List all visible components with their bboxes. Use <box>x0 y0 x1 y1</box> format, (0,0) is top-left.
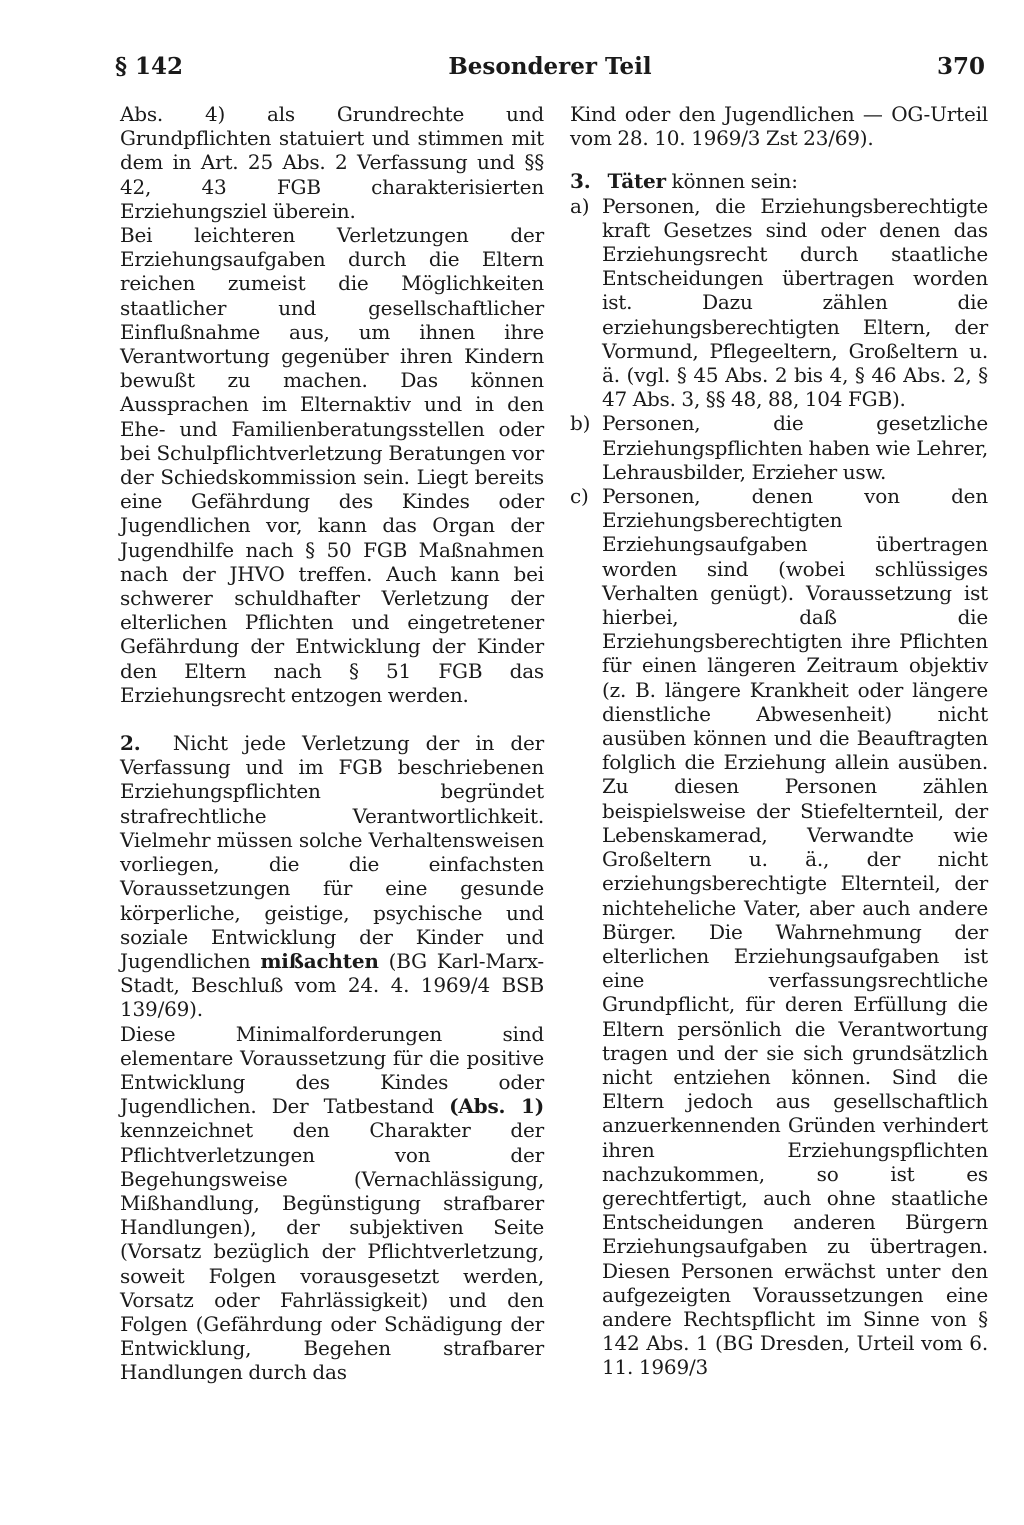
list-marker: a) <box>570 193 590 218</box>
list-item <box>570 411 988 484</box>
paragraph <box>120 1022 544 1385</box>
left-column <box>120 102 544 1385</box>
list-marker: c) <box>570 484 589 509</box>
paragraph-number: 2. <box>120 731 141 756</box>
paragraph-text: (BG Karl-Marx-Stadt, Beschluß vom 24. 4. 1969/4 BSB 139/69). <box>120 948 544 1022</box>
section-number: § 142 <box>115 53 184 80</box>
paragraph-numbered <box>120 731 544 1021</box>
list-item-text: Personen, denen von den Erziehungsberechtigten Erziehungsaufgaben übertragen worden sind (wobei schlüssiges Verhalten genügt). Voraussetzung ist hierbei, daß die Erziehungsberechtigten ihre Pflichten für einen längeren Zeitraum objektiv (z. B. längere Krankheit oder längere dienstliche Abwesenheit) nicht ausüben können und die Beauftragten folglich die Erziehung allein ausüben. Zu diesen Personen zählen beispielsweise der Stiefelternteil, der Lebenskamerad, Verwandte wie Großeltern u. ä., der nicht erziehungsberechtigte Elternteil, der nichteheliche Vater, aber auch andere Bürger. Die Wahrnehmung der elterlichen Erziehungsaufgaben ist eine verfassungsrechtliche Grundpflicht, für deren Erfüllung die Eltern persönlich die Verantwortung tragen und der sie sich grundsätzlich nicht entziehen können. Sind die Eltern jedoch aus gesellschaftlich anzuerkennenden Gründen verhindert ihren Erziehungspflichten nachzukommen, so ist es gerechtfertigt, auch ohne staatliche Entscheidungen anderen Bürgern Erziehungsaufgaben zu übertragen. Diesen Personen erwächst unter den aufgezeigten Voraussetzungen eine andere Rechtspflicht im Sinne von § 142 Abs. 1 (BG Dresden, Urteil vom 6. 11. 1969/3 <box>602 484 988 1380</box>
list-item-text: Personen, die gesetzliche Erziehungspflichten haben wie Lehrer, Lehrausbilder, Erzieher usw. <box>602 411 988 484</box>
paragraph: Abs. 4) als Grundrechte und Grundpflichten statuiert und stimmen mit dem in Art. 25 Abs. 2 Verfassung und §§ 42, 43 FGB charakterisierten Erziehungsziel überein. <box>120 102 544 223</box>
list-marker: b) <box>570 411 591 436</box>
paragraph-numbered <box>570 169 988 193</box>
running-title: Besonderer Teil <box>448 53 652 80</box>
paragraph: Kind oder den Jugendlichen — OG-Urteil vom 28. 10. 1969/3 Zst 23/69). <box>570 102 988 151</box>
right-column <box>570 102 988 1380</box>
page-header <box>115 50 985 86</box>
list-item-text: Personen, die Erziehungsberechtigte kraft Gesetzes sind oder denen das Erziehungsrecht durch staatliche Entscheidungen übertragen worden ist. Dazu zählen die erziehungsberechtigten Eltern, der Vormund, Pflegeeltern, Großeltern u. ä. (vgl. § 45 Abs. 2 bis 4, § 46 Abs. 2, § 47 Abs. 3, §§ 48, 88, 104 FGB). <box>602 193 988 412</box>
list-item <box>570 484 988 1380</box>
page-number: 370 <box>936 53 985 80</box>
paragraph: Bei leichteren Verletzungen der Erziehungsaufgaben durch die Eltern reichen zumeist die Möglichkeiten staatlicher und gesellschaftlicher Einflußnahme aus, um ihnen ihre Verantwortung gegenüber ihren Kindern bewußt zu machen. Das können Aussprachen im Elternaktiv und in den Ehe- und Familienberatungsstellen oder bei Schulpflichtverletzung Beratungen vor der Schiedskommission sein. Liegt bereits eine Gefährdung des Kindes oder Jugendlichen vor, kann das Organ der Jugendhilfe nach § 50 FGB Maßnahmen nach der JHVO treffen. Auch kann bei schwerer schuldhafter Verletzung der elterlichen Pflichten und eingetretener Gefährdung der Entwicklung der Kinder den Eltern nach § 51 FGB das Erziehungsrecht entzogen werden. <box>120 223 544 707</box>
paragraph-text: können sein: <box>671 169 798 194</box>
paragraph-number: 3. <box>570 169 591 194</box>
paragraph-text: Nicht jede Verletzung der in der Verfassung und im FGB beschriebenen Erziehungspflichten begründet strafrechtliche Verantwortlichkeit. Vielmehr müssen solche Verhaltensweisen vorliegen, die die einfachsten Voraussetzungen für eine gesunde körperliche, geistige, psychische und soziale Entwicklung der Kinder und Jugendlichen <box>120 731 544 973</box>
bold-term: Täter <box>607 169 666 194</box>
paragraph-text: Diese Minimalforderungen sind elementare Voraussetzung für die positive Entwicklung des Kindes oder Jugendlichen. Der Tatbestand <box>120 1021 544 1119</box>
list-item <box>570 194 988 412</box>
bold-term: (Abs. 1) <box>449 1094 544 1119</box>
paragraph-text: kennzeichnet den Charakter der Pflichtverletzungen von der Begehungsweise (Vernachlässigung, Mißhandlung, Begünstigung strafbarer Handlungen), der subjektiven Seite (Vorsatz bezüglich der Pflichtverletzung, soweit Folgen vorausgesetzt werden, Vorsatz oder Fahrlässigkeit) und den Folgen (Gefährdung oder Schädigung der Entwicklung, Begehen strafbarer Handlungen durch das <box>120 1118 544 1385</box>
bold-term: mißachten <box>260 948 379 973</box>
